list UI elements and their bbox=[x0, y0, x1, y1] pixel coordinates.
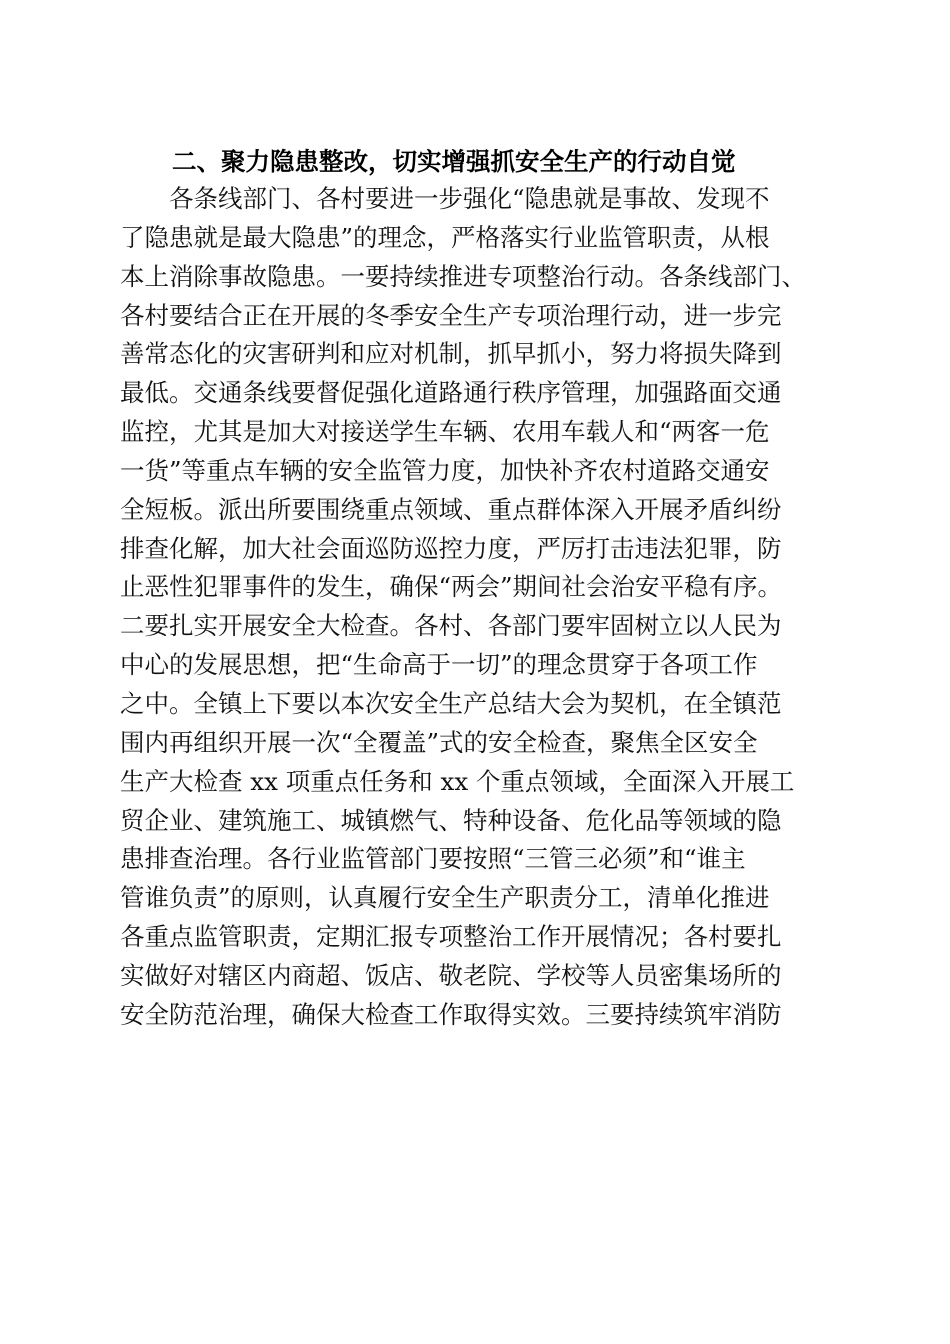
paragraph-line: 安全防范治理，确保大检查工作取得实效。三要持续筑牢消防 bbox=[120, 999, 782, 1029]
paragraph-line: 一货”等重点车辆的安全监管力度，加快补齐农村道路交通安 bbox=[120, 455, 770, 485]
paragraph-line: 止恶性犯罪事件的发生，确保“两会”期间社会治安平稳有序。 bbox=[120, 572, 783, 602]
paragraph-line: 各条线部门、各村要进一步强化“隐患就是事故、发现不 bbox=[169, 184, 770, 213]
paragraph-line: 管谁负责”的原则，认真履行安全生产职责分工，清单化推进 bbox=[120, 883, 770, 913]
paragraph-line: 排查化解，加大社会面巡防巡控力度，严厉打击违法犯罪，防 bbox=[120, 533, 782, 563]
paragraph-line: 最低。交通条线要督促强化道路通行秩序管理，加强路面交通 bbox=[120, 378, 782, 408]
section-heading: 二、聚力隐患整改，切实增强抓安全生产的行动自觉 bbox=[172, 147, 736, 176]
paragraph-line: 善常态化的灾害研判和应对机制，抓早抓小，努力将损失降到 bbox=[120, 339, 782, 369]
paragraph-line: 中心的发展思想，把“生命高于一切”的理念贯穿于各项工作 bbox=[120, 650, 758, 680]
paragraph-line: 各重点监管职责，定期汇报专项整治工作开展情况；各村要扎 bbox=[120, 922, 782, 952]
body-paragraph bbox=[120, 180, 830, 1035]
paragraph-line: 贸企业、建筑施工、城镇燃气、特种设备、危化品等领域的隐 bbox=[120, 805, 782, 835]
paragraph-line: 之中。全镇上下要以本次安全生产总结大会为契机，在全镇范 bbox=[120, 688, 782, 718]
paragraph-line: 监控，尤其是加大对接送学生车辆、农用车载人和“两客一危 bbox=[120, 417, 770, 447]
paragraph-line: 了隐患就是最大隐患”的理念，严格落实行业监管职责，从根 bbox=[120, 222, 770, 252]
paragraph-line: 各村要结合正在开展的冬季安全生产专项治理行动，进一步完 bbox=[120, 300, 782, 330]
paragraph-line: 全短板。派出所要围绕重点领域、重点群体深入开展矛盾纠纷 bbox=[120, 494, 782, 524]
paragraph-line: 围内再组织开展一次“全覆盖”式的安全检查，聚焦全区安全 bbox=[120, 727, 758, 757]
paragraph-line: 生产大检查 xx 项重点任务和 xx 个重点领域，全面深入开展工 bbox=[120, 766, 795, 796]
paragraph-line: 二要扎实开展安全大检查。各村、各部门要牢固树立以人民为 bbox=[120, 611, 782, 641]
paragraph-line: 本上消除事故隐患。一要持续推进专项整治行动。各条线部门、 bbox=[120, 261, 806, 291]
paragraph-line: 患排查治理。各行业监管部门要按照“三管三必须”和“谁主 bbox=[120, 844, 746, 874]
paragraph-line: 实做好对辖区内商超、饭店、敬老院、学校等人员密集场所的 bbox=[120, 960, 782, 990]
